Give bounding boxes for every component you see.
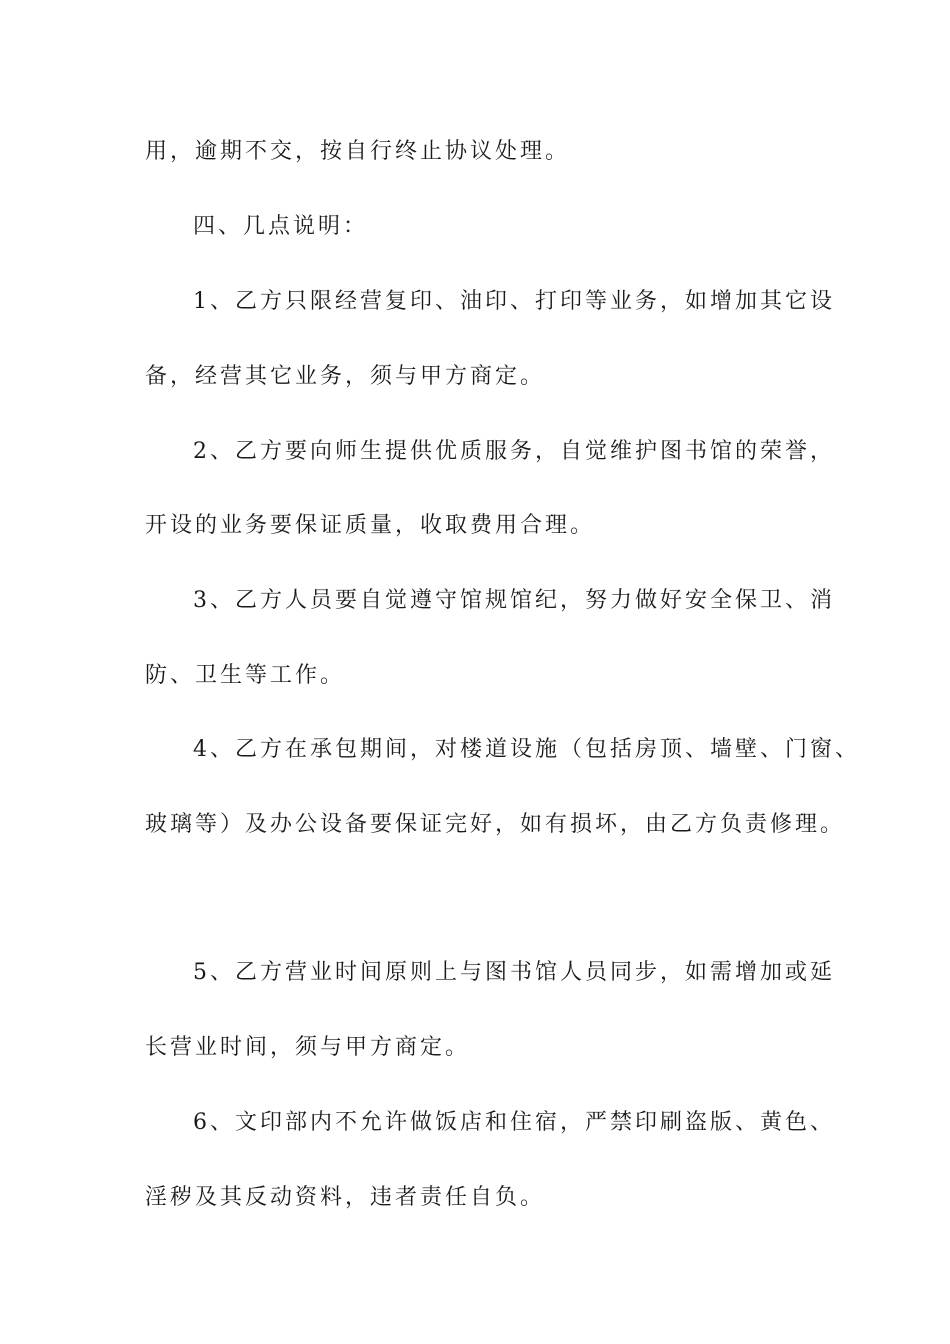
paragraph-line: 玻璃等）及办公设备要保证完好，如有损坏，由乙方负责修理。 [145,812,846,837]
paragraph-line: 防、卫生等工作。 [145,663,346,688]
paragraph-line: 1、乙方只限经营复印、油印、打印等业务，如增加其它设 [193,289,835,314]
paragraph-line: 2、乙方要向师生提供优质服务，自觉维护图书馆的荣誉， [193,439,835,464]
paragraph-line: 3、乙方人员要自觉遵守馆规馆纪，努力做好安全保卫、消 [193,588,835,613]
paragraph-line: 6、文印部内不允许做饭店和住宿，严禁印刷盗版、黄色、 [193,1110,835,1135]
section-heading: 四、几点说明： [193,214,369,239]
paragraph-line: 长营业时间，须与甲方商定。 [145,1035,471,1060]
paragraph-line: 4、乙方在承包期间，对楼道设施（包括房顶、墙壁、门窗、 [193,737,860,762]
paragraph-line: 淫秽及其反动资料，违者责任自负。 [145,1185,546,1210]
paragraph-line: 5、乙方营业时间原则上与图书馆人员同步，如需增加或延 [193,960,835,985]
paragraph-line: 备，经营其它业务，须与甲方商定。 [145,364,546,389]
paragraph-line: 开设的业务要保证质量，收取费用合理。 [145,513,596,538]
paragraph-line: 用，逾期不交，按自行终止协议处理。 [145,139,571,164]
